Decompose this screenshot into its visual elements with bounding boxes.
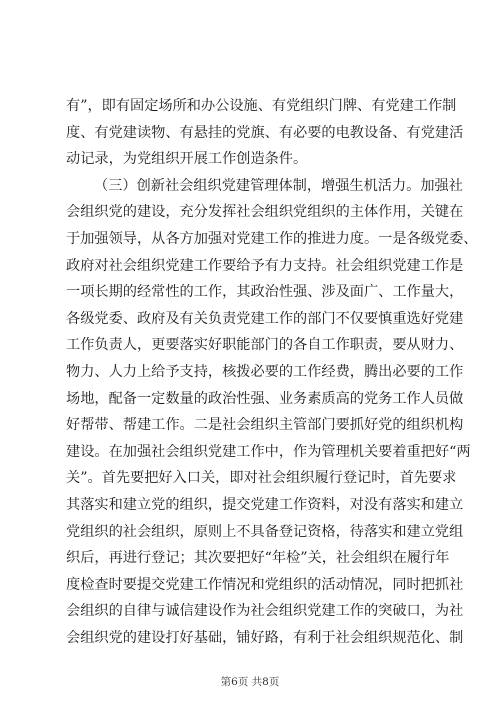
text-line: 度、有党建读物、有悬挂的党旗、有必要的电教设备、有党建活 [66,124,464,141]
text-line: 关”。首先要把好入口关，即对社会组织履行登记时，首先要求 [66,470,457,487]
text-line: 会组织党的建设打好基础，铺好路，有利于社会组织规范化、制 [66,629,464,646]
text-line: 党组织的社会组织，原则上不具备登记资格，待落实和建立党组 [66,523,464,540]
text-line: 政府对社会组织党建工作要给予有力支持。社会组织党建工作是 [66,257,464,274]
body-text [66,93,478,651]
text-line: 有”，即有固定场所和办公设施、有党组织门牌、有党建工作制 [66,98,457,114]
text-line: 其落实和建立党的组织，提交党建工作资料，对没有落实和建立 [66,496,464,513]
text-line: 建设。在加强社会组织党建工作中，作为管理机关要着重把好“两 [66,443,471,460]
text-line: 场地，配备一定数量的政治性强、业务素质高的党务工作人员做 [66,390,464,407]
text-line: 织后，再进行登记；其次要把好“年检”关，社会组织在履行年 [66,550,450,567]
text-line: 好帮带、帮建工作。二是社会组织主管部门要抓好党的组织机构 [66,417,464,434]
text-line: 动记录，为党组织开展工作创造条件。 [66,151,308,168]
text-line: 度检查时要提交党建工作情况和党组织的活动情况，同时把抓社 [66,576,464,593]
section-heading-line: （三）创新社会组织党建管理体制，增强生机活力。加强社 [94,177,463,194]
text-line: 于加强领导，从各方加强对党建工作的推进力度。一是各级党委、 [66,230,478,247]
text-line: 会组织的自律与诚信建设作为社会组织党建工作的突破口，为社 [66,603,464,620]
page-number-footer: 第6页 共8页 [220,676,280,688]
text-line: 各级党委、政府及有关负责党建工作的部门不仅要慎重选好党建 [66,310,464,327]
text-line: 一项长期的经常性的工作，其政治性强、涉及面广、工作量大， [66,284,464,301]
text-line: 物力、人力上给予支持，核拨必要的工作经费，腾出必要的工作 [66,363,464,380]
text-line: 工作负责人，更要落实好职能部门的各自工作职责，要从财力、 [66,337,464,354]
text-line: 会组织党的建设，充分发挥社会组织党组织的主体作用，关键在 [66,204,464,221]
